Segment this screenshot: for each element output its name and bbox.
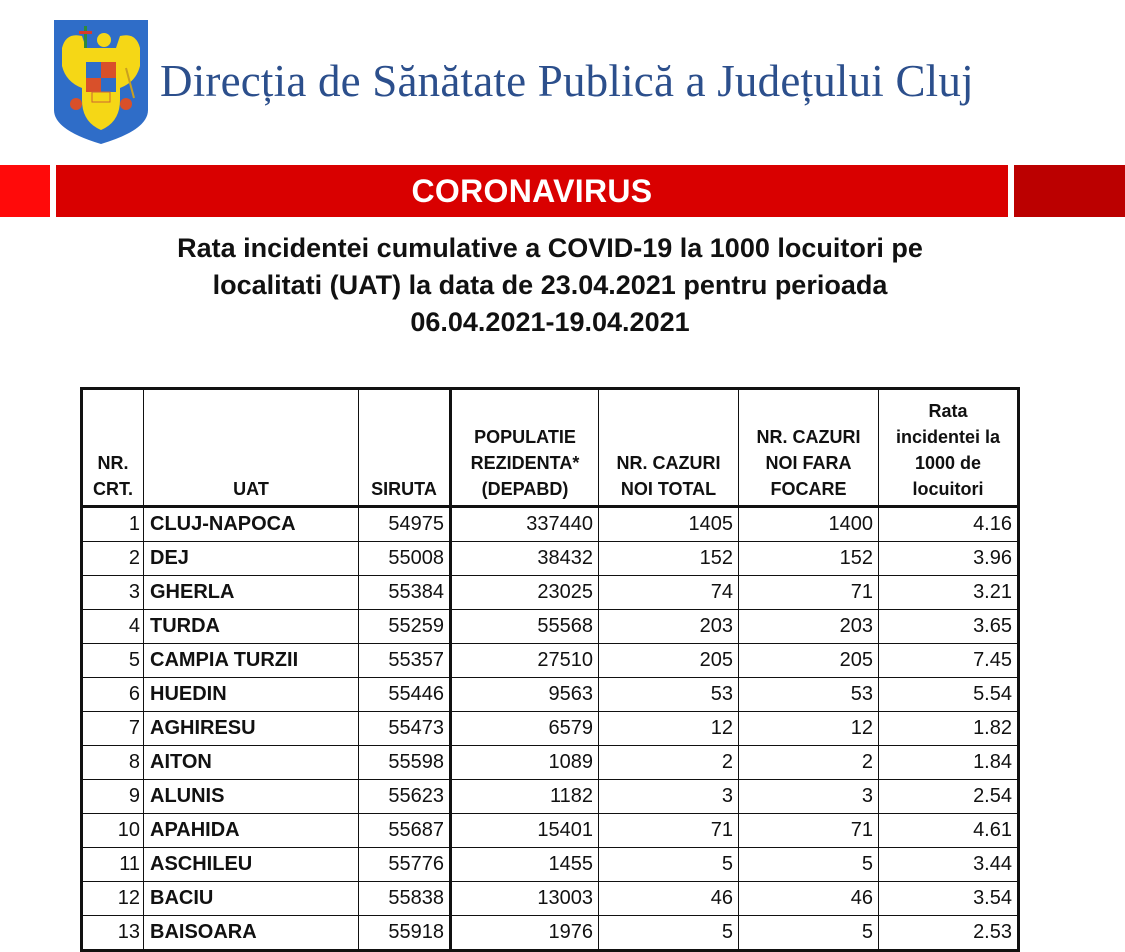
cell-populatie: 1182: [451, 780, 599, 814]
table-row: [82, 542, 1019, 576]
cell-populatie: 1976: [451, 916, 599, 951]
cell-populatie: 9563: [451, 678, 599, 712]
cell-rata: 3.96: [879, 542, 1019, 576]
cell-siruta: 54975: [359, 507, 451, 542]
cell-uat: GHERLA: [144, 576, 359, 610]
col-header-uat: UAT: [144, 389, 359, 507]
document-title: [90, 230, 1010, 341]
cell-uat: TURDA: [144, 610, 359, 644]
col-header-nr-crt: NR. CRT.: [82, 389, 144, 507]
cell-uat: AITON: [144, 746, 359, 780]
cell-cazuri-total: 46: [599, 882, 739, 916]
cell-cazuri-total: 203: [599, 610, 739, 644]
table-row: [82, 610, 1019, 644]
cell-populatie: 1089: [451, 746, 599, 780]
cell-rata: 4.16: [879, 507, 1019, 542]
table-row: [82, 678, 1019, 712]
cell-rata: 7.45: [879, 644, 1019, 678]
banner: [56, 165, 1008, 217]
col-header-cazuri-total: NR. CAZURI NOI TOTAL: [599, 389, 739, 507]
cell-cazuri-fara-focare: 12: [739, 712, 879, 746]
cell-siruta: 55838: [359, 882, 451, 916]
cell-cazuri-fara-focare: 5: [739, 848, 879, 882]
cell-populatie: 13003: [451, 882, 599, 916]
table-row: [82, 507, 1019, 542]
cell-cazuri-fara-focare: 5: [739, 916, 879, 951]
title-line-3: 06.04.2021-19.04.2021: [410, 307, 690, 337]
table-row: [82, 712, 1019, 746]
cell-nr: 11: [82, 848, 144, 882]
cell-siruta: 55776: [359, 848, 451, 882]
table-row: [82, 780, 1019, 814]
cell-uat: HUEDIN: [144, 678, 359, 712]
cell-nr: 1: [82, 507, 144, 542]
cell-cazuri-fara-focare: 152: [739, 542, 879, 576]
cell-cazuri-total: 205: [599, 644, 739, 678]
cell-populatie: 1455: [451, 848, 599, 882]
cell-cazuri-total: 74: [599, 576, 739, 610]
banner-title: CORONAVIRUS: [411, 172, 653, 209]
cell-siruta: 55259: [359, 610, 451, 644]
cell-cazuri-fara-focare: 203: [739, 610, 879, 644]
cell-rata: 5.54: [879, 678, 1019, 712]
cell-uat: CAMPIA TURZII: [144, 644, 359, 678]
cell-siruta: 55008: [359, 542, 451, 576]
table-row: [82, 848, 1019, 882]
cell-nr: 10: [82, 814, 144, 848]
banner-right-block: [1014, 165, 1125, 217]
title-line-1: Rata incidentei cumulative a COVID-19 la 1000 locuitori pe: [177, 233, 923, 263]
cell-uat: ASCHILEU: [144, 848, 359, 882]
cell-nr: 8: [82, 746, 144, 780]
cell-rata: 3.54: [879, 882, 1019, 916]
table-row: [82, 916, 1019, 951]
cell-cazuri-total: 5: [599, 916, 739, 951]
cell-populatie: 55568: [451, 610, 599, 644]
cell-cazuri-fara-focare: 46: [739, 882, 879, 916]
table-row: [82, 746, 1019, 780]
cell-rata: 4.61: [879, 814, 1019, 848]
col-header-cazuri-fara-focare: NR. CAZURI NOI FARA FOCARE: [739, 389, 879, 507]
cell-siruta: 55357: [359, 644, 451, 678]
table-row: [82, 576, 1019, 610]
cell-cazuri-total: 71: [599, 814, 739, 848]
cell-cazuri-fara-focare: 53: [739, 678, 879, 712]
cell-cazuri-total: 5: [599, 848, 739, 882]
cell-nr: 5: [82, 644, 144, 678]
cell-cazuri-total: 12: [599, 712, 739, 746]
cell-nr: 4: [82, 610, 144, 644]
cell-cazuri-fara-focare: 71: [739, 576, 879, 610]
cell-cazuri-total: 152: [599, 542, 739, 576]
col-header-siruta: SIRUTA: [359, 389, 451, 507]
cell-uat: ALUNIS: [144, 780, 359, 814]
cell-cazuri-fara-focare: 1400: [739, 507, 879, 542]
cell-nr: 7: [82, 712, 144, 746]
cell-uat: BAISOARA: [144, 916, 359, 951]
title-line-2: localitati (UAT) la data de 23.04.2021 pentru perioada: [212, 270, 888, 300]
cell-nr: 13: [82, 916, 144, 951]
cell-cazuri-fara-focare: 71: [739, 814, 879, 848]
cell-uat: CLUJ-NAPOCA: [144, 507, 359, 542]
cell-populatie: 337440: [451, 507, 599, 542]
cell-rata: 2.53: [879, 916, 1019, 951]
cell-populatie: 23025: [451, 576, 599, 610]
cell-cazuri-fara-focare: 2: [739, 746, 879, 780]
cell-uat: BACIU: [144, 882, 359, 916]
col-header-populatie: POPULATIE REZIDENTA* (DEPABD): [451, 389, 599, 507]
cell-cazuri-total: 2: [599, 746, 739, 780]
cell-nr: 6: [82, 678, 144, 712]
cell-rata: 1.82: [879, 712, 1019, 746]
cell-uat: AGHIRESU: [144, 712, 359, 746]
cell-populatie: 15401: [451, 814, 599, 848]
cell-rata: 3.65: [879, 610, 1019, 644]
organization-name: Direcția de Sănătate Publică a Județului Cluj: [160, 56, 974, 106]
cell-siruta: 55473: [359, 712, 451, 746]
table-row: [82, 882, 1019, 916]
table-header-row: [82, 389, 1019, 507]
cell-uat: DEJ: [144, 542, 359, 576]
table-row: [82, 644, 1019, 678]
cell-rata: 3.21: [879, 576, 1019, 610]
cell-siruta: 55446: [359, 678, 451, 712]
cell-rata: 2.54: [879, 780, 1019, 814]
incidence-table: [80, 387, 1020, 952]
cell-siruta: 55687: [359, 814, 451, 848]
cell-rata: 1.84: [879, 746, 1019, 780]
cell-nr: 2: [82, 542, 144, 576]
cell-cazuri-total: 3: [599, 780, 739, 814]
cell-nr: 3: [82, 576, 144, 610]
table-row: [82, 814, 1019, 848]
cell-cazuri-fara-focare: 3: [739, 780, 879, 814]
cell-nr: 12: [82, 882, 144, 916]
cell-nr: 9: [82, 780, 144, 814]
romania-coat-of-arms-icon: [52, 18, 150, 146]
cell-cazuri-total: 53: [599, 678, 739, 712]
cell-populatie: 38432: [451, 542, 599, 576]
cell-siruta: 55598: [359, 746, 451, 780]
cell-siruta: 55623: [359, 780, 451, 814]
cell-siruta: 55918: [359, 916, 451, 951]
cell-uat: APAHIDA: [144, 814, 359, 848]
banner-left-block: [0, 165, 50, 217]
cell-populatie: 6579: [451, 712, 599, 746]
cell-rata: 3.44: [879, 848, 1019, 882]
cell-siruta: 55384: [359, 576, 451, 610]
cell-cazuri-total: 1405: [599, 507, 739, 542]
cell-populatie: 27510: [451, 644, 599, 678]
col-header-rata: Rata incidentei la 1000 de locuitori: [879, 389, 1019, 507]
cell-cazuri-fara-focare: 205: [739, 644, 879, 678]
